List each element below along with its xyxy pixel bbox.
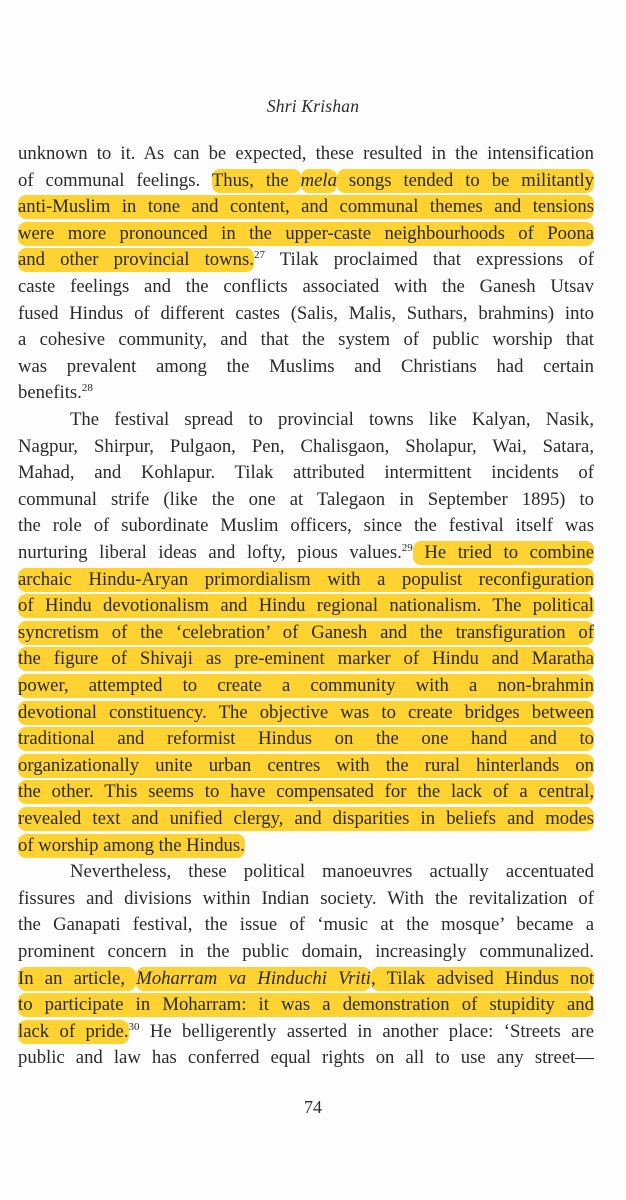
text-run: nurturing liberal ideas and lofty, pious values. [18,542,402,563]
text-line [18,593,594,620]
text-run: Nevertheless, these political manoeuvres actually accentuated [70,861,594,883]
text-line [18,327,594,354]
highlighted-text: to participate in Moharram: it was a demonstration of stupidity and [18,994,594,1016]
highlighted-text: the figure of Shivaji as pre-eminent marker of Hindu and Maratha [18,648,594,670]
running-header: Shri Krishan [266,96,360,116]
highlighted-text: organizationally unite urban centres with the rural hinterlands on [18,754,594,776]
text-line [18,380,594,407]
text-run: Nagpur, Shirpur, Pulgaon, Pen, Chalisgaon, Sholapur, Wai, Satara, [18,435,594,457]
text-line [18,700,594,727]
text-run: of communal feelings. [18,169,212,191]
highlighted-text: traditional and reformist Hindus on the one hand and to [18,728,594,750]
highlighted-text: mela [300,169,337,191]
highlighted-text: devotional constituency. The objective was to create bridges between [18,701,594,723]
highlighted-text: power, attempted to create a community with a non-brahmin [18,675,594,696]
text-run: Tilak proclaimed that expressions of [264,249,594,271]
text-run: the Ganapati festival, the issue of ‘music at the mosque’ became a [18,914,594,936]
text-line [18,168,594,195]
highlighted-text: and other provincial towns. [18,249,254,271]
text-line [18,620,594,647]
text-run: the role of subordinate Muslim officers, since the festival itself was [18,515,594,537]
highlighted-text: songs tended to be militantly [336,169,594,191]
text-run: prominent concern in the public domain, increasingly communalized. [18,941,594,962]
text-run: fissures and divisions within Indian society. With the revitalization of [18,887,594,909]
page-number: 74 [304,1097,322,1117]
text-line [18,1019,594,1046]
highlighted-text: were more pronounced in the upper-caste neighbourhoods of Poona [18,222,594,244]
footnote-ref: 28 [81,382,93,395]
text-line [18,567,594,594]
text-line [18,646,594,673]
highlighted-text: He tried to combine [412,542,594,563]
highlighted-text: syncretism of the ‘celebration’ of Ganesh and the transfiguration of [18,621,594,643]
text-line [18,753,594,780]
highlighted-text: Thus, the [211,169,301,191]
text-line [18,354,594,381]
text-line [18,460,594,487]
text-line [18,221,594,248]
text-line [18,407,594,434]
highlighted-text: , Tilak advised Hindus not [371,967,595,989]
text-line [18,806,594,833]
text-run: fused Hindus of different castes (Salis, Malis, Suthars, brahmins) into [18,302,594,324]
text-run: was prevalent among the Muslims and Christians had certain [18,355,594,377]
text-line [18,301,594,328]
highlighted-text: revealed text and unified clergy, and disparities in beliefs and modes [18,808,594,829]
text-run: He belligerently asserted in another place: ‘Streets are [139,1020,594,1042]
text-line [18,833,594,860]
text-line [18,1045,594,1072]
text-line [18,673,594,700]
highlighted-text: In an article, [18,967,137,989]
text-line [18,513,594,540]
highlighted-text: archaic Hindu-Aryan primordialism with a populist reconfiguration [18,568,594,590]
text-line [18,434,594,461]
text-line [18,966,594,993]
text-run: Mahad, and Kohlapur. Tilak attributed intermittent incidents of [18,462,594,484]
text-line [18,194,594,221]
highlighted-text: the other. This seems to have compensated for the lack of a central, [18,781,594,803]
text-line [18,779,594,806]
text-line [18,939,594,966]
text-run: caste feelings and the conflicts associated with the Ganesh Utsav [18,276,594,297]
text-line [18,274,594,301]
highlighted-text: of Hindu devotionalism and Hindu regional nationalism. The political [18,595,594,617]
text-run: a cohesive community, and that the system of public worship that [18,329,594,351]
footnote-ref: 27 [253,249,265,262]
footnote-ref: 29 [401,542,413,554]
text-run: The festival spread to provincial towns like Kalyan, Nasik, [70,409,594,430]
text-line [18,141,594,168]
highlighted-text: anti-Muslim in tone and content, and communal themes and tensions [18,196,594,218]
highlighted-text: of worship among the Hindus. [18,834,245,856]
text-line [18,859,594,886]
highlighted-text: Moharram va Hinduchi Vriti [136,967,372,989]
text-run: public and law has conferred equal rights on all to use any street— [18,1047,594,1069]
text-line [18,992,594,1019]
text-line [18,487,594,514]
text-line [18,540,594,567]
text-line [18,247,594,274]
text-line [18,726,594,753]
text-line [18,912,594,939]
highlighted-text: lack of pride. [18,1020,129,1042]
text-run: communal strife (like the one at Talegaon in September 1895) to [18,488,594,510]
text-run: benefits. [18,382,82,404]
text-run: unknown to it. As can be expected, these resulted in the intensification [18,143,594,164]
text-line [18,886,594,913]
footnote-ref: 30 [128,1020,140,1033]
